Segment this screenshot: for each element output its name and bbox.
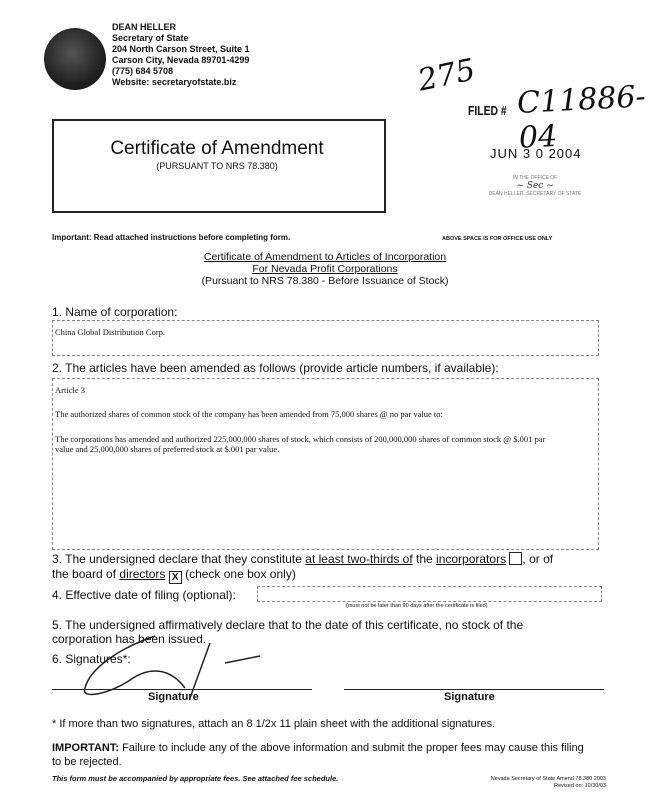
important-text: Failure to include any of the above information and submit the proper fees may cause this filing to be rejected. [52,742,584,768]
certificate-title: Certificate of Amendment [110,138,324,159]
form-title-line-1: Certificate of Amendment to Articles of Incorporation [203,251,447,263]
important-block [52,741,592,769]
effective-date-note: (must not be later than 90 days after the certificate is filed) [346,603,488,609]
footnote: * If more than two signatures, attach an 8 1/2x 11 plain sheet with the additional signatures. [52,718,496,730]
incorporators-label: incorporators [436,552,507,566]
important-instructions: Important: Read attached instructions before completing form. [52,233,291,242]
address-line-2: Carson City, Nevada 89701-4299 [112,55,250,65]
signature-line-2[interactable] [344,689,604,690]
directors-checkbox[interactable]: X [169,571,182,584]
section-3-text-c: , or of [522,552,554,566]
section-1-label: 1. Name of corporation: [52,305,178,319]
article-number: Article 3 [55,385,85,395]
form-title [160,251,490,287]
amendment-paragraph-2: The corporations has amended and authorized 225,000,000 shares of stock, which consists of 200,000,000 shares of common stock @ $.001 par value and 25,000,000 shares of preferred stock at $.001 par value. [55,434,546,454]
stamp-signature: ~ Sec ~ [516,181,554,191]
address-line-1: 204 North Carson Street, Suite 1 [112,44,250,54]
office-stamp-line-2: DEAN HELLER, SECRETARY OF STATE [488,191,582,197]
effective-date-field[interactable] [257,586,602,602]
website: Website: secretaryofstate.biz [112,77,237,87]
office-stamp-line-1: IN THE OFFICE OF [512,175,558,181]
corporation-name-field[interactable] [52,320,599,356]
section-3-emphasis: at least two-thirds of [305,552,413,566]
amendment-paragraph-1: The authorized shares of common stock of the company has been amended from 75,000 shares @ no par value to: [55,409,443,419]
section-3-text-a: 3. The undersigned declare that they constitute [52,552,306,566]
section-3-text-d: the board of [52,567,120,581]
certificate-subtitle: (PURSUANT TO NRS 78.380) [156,161,278,171]
incorporators-checkbox[interactable] [509,552,522,565]
signature-label-2: Signature [444,691,495,703]
secretary-title: Secretary of State [112,33,189,43]
secretary-name: DEAN HELLER [112,22,177,32]
office-use-note: ABOVE SPACE IS FOR OFFICE USE ONLY [442,236,553,242]
signature-label-1: Signature [148,691,199,703]
section-3 [52,552,612,584]
footer-form-id-line-2: Revised on: 10/30/03 [554,783,606,789]
office-stamp [470,174,600,198]
filed-label: FILED # [468,103,507,118]
directors-label: directors [119,567,166,581]
signature-line-1[interactable] [52,689,312,690]
section-3-text-b: the [412,552,437,566]
corporation-name-value: China Global Distribution Corp. [55,327,166,337]
section-6-label: 6. Signatures*: [52,652,131,666]
section-5-line-1: 5. The undersigned affirmatively declare that to the date of this certificate, no stock of the [52,618,524,632]
section-3-text-e: (check one box only) [181,567,296,581]
amendment-text-field[interactable] [52,378,599,550]
section-5-line-2: corporation has been issued. [52,632,207,646]
footer-form-id-line-1: Nevada Secretary of State Amend 78.380 2003 [490,776,606,782]
form-title-line-2: For Nevada Profit Corporations [252,263,398,275]
section-2-label: 2. The articles have been amended as follows (provide article numbers, if available): [52,361,499,375]
footer-fee-note: This form must be accompanied by appropriate fees. See attached fee schedule. [52,774,339,783]
footer-form-id [466,776,606,790]
state-seal [44,28,106,90]
filed-number: C11886-04 [516,79,647,156]
important-lead: IMPORTANT: [52,742,120,754]
phone: (775) 684 5708 [112,66,174,76]
section-4-label: 4. Effective date of filing (optional): [52,588,236,602]
secretary-header [112,22,250,88]
form-title-line-3: (Pursuant to NRS 78.380 - Before Issuance of Stock) [201,275,449,287]
filed-date: JUN 3 0 2004 [490,146,582,161]
handwritten-number: 275 [414,52,479,99]
